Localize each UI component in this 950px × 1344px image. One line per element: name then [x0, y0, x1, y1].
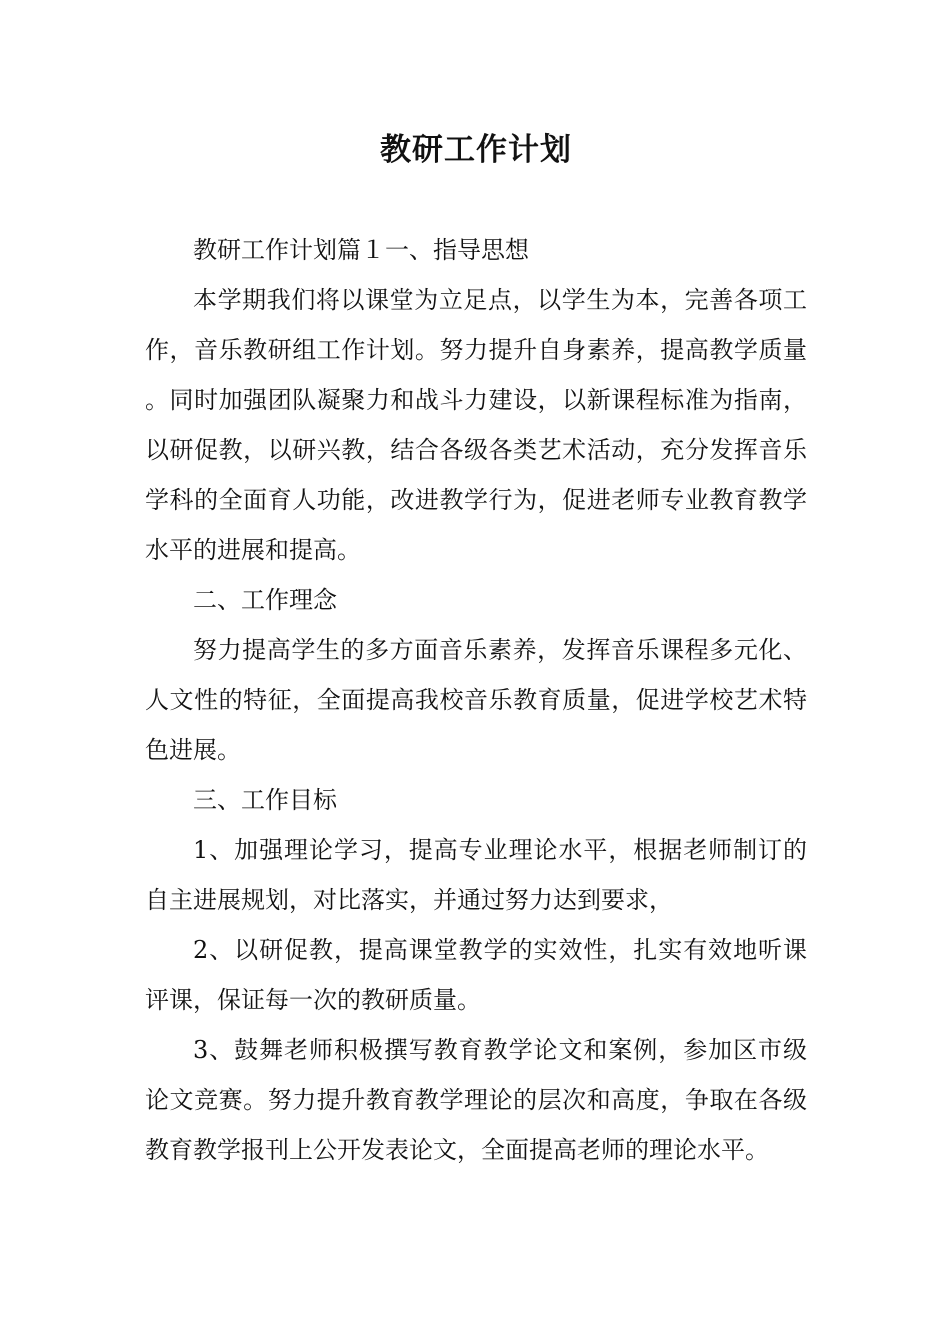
goal-item-1: 1、加强理论学习，提高专业理论水平，根据老师制订的自主进展规划，对比落实，并通过努力达到要求，	[145, 836, 807, 914]
heading-work-concept: 二、工作理念	[193, 586, 337, 614]
document-body	[145, 225, 807, 1175]
goal-item-3: 3、鼓舞老师积极撰写教育教学论文和案例，参加区市级论文竞赛。努力提升教育教学理论的层次和高度，争取在各级教育教学报刊上公开发表论文，全面提高老师的理论水平。	[145, 1036, 807, 1164]
heading-work-goals: 三、工作目标	[193, 786, 337, 814]
paragraph-guiding-thought: 本学期我们将以课堂为立足点，以学生为本，完善各项工作，音乐教研组工作计划。努力提升自身素养，提高教学质量。同时加强团队凝聚力和战斗力建设，以新课程标准为指南，以研促教，以研兴教，结合各级各类艺术活动，充分发挥音乐学科的全面育人功能，改进教学行为，促进老师专业教育教学水平的进展和提高。	[145, 286, 807, 564]
document-title: 教研工作计划	[380, 132, 572, 168]
paragraph-work-concept: 努力提高学生的多方面音乐素养，发挥音乐课程多元化、人文性的特征，全面提高我校音乐教育质量，促进学校艺术特色进展。	[145, 636, 807, 764]
heading-guiding-thought: 教研工作计划篇１一、指导思想	[193, 236, 529, 264]
goal-item-2: 2、以研促教，提高课堂教学的实效性，扎实有效地听课评课，保证每一次的教研质量。	[145, 936, 807, 1014]
